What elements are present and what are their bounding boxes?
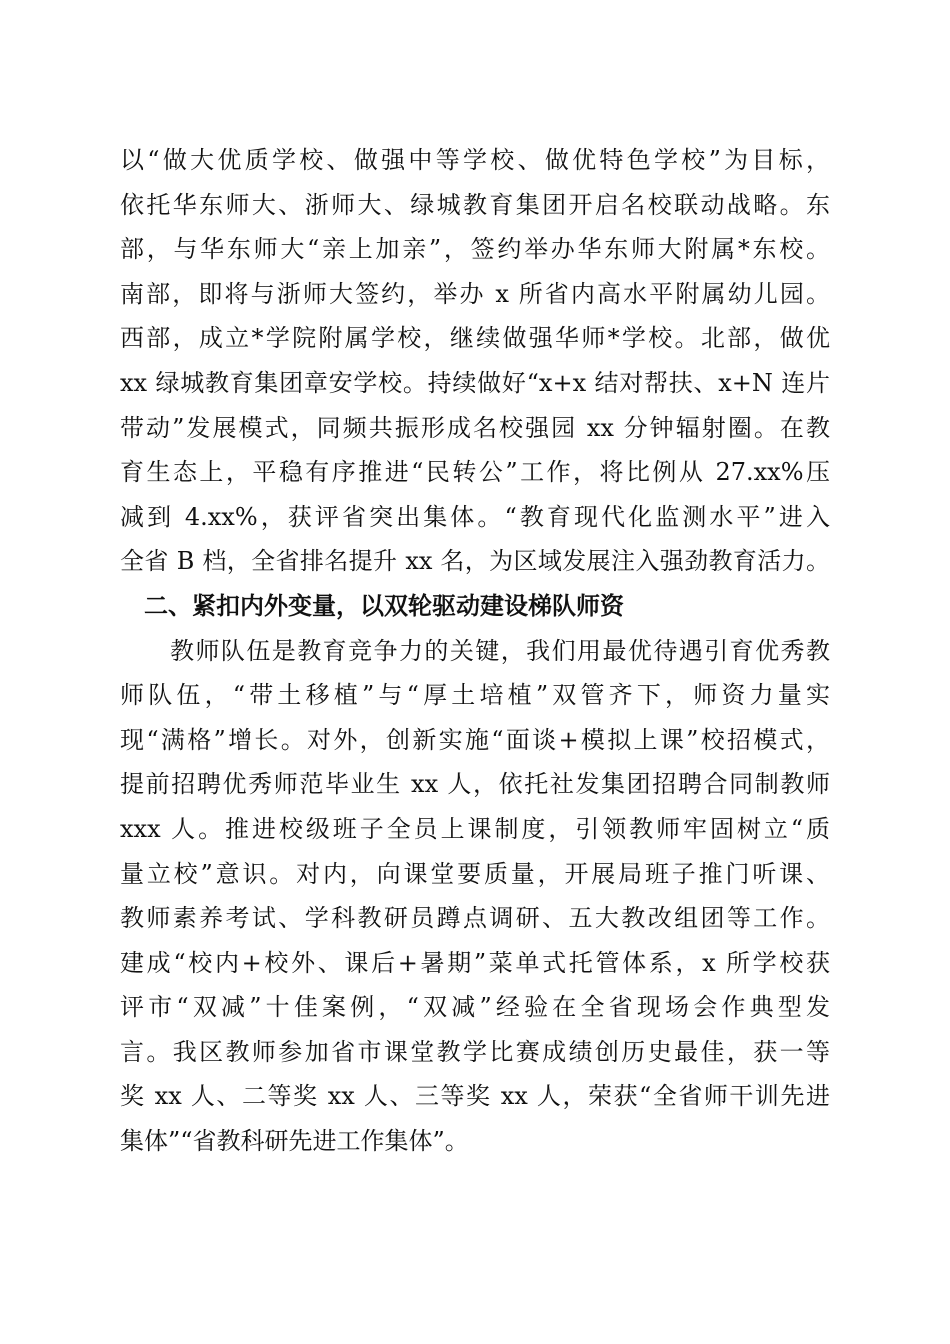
- text-line: xx 绿城教育集团章安学校。持续做好“x+x 结对帮扶、x+N 连片: [120, 368, 830, 397]
- text-line: 提前招聘优秀师范毕业生 xx 人，依托社发集团招聘合同制教师: [120, 770, 830, 799]
- text-line: 南部，即将与浙师大签约，举办 x 所省内高水平附属幼儿园。: [120, 279, 830, 308]
- section-heading: 二、紧扣内外变量，以双轮驱动建设梯队师资: [144, 591, 624, 620]
- paragraph-1: [120, 138, 830, 584]
- text-line: 师队伍，“带土移植”与“厚土培植”双管齐下，师资力量实: [120, 681, 830, 710]
- text-line: xxx 人。推进校级班子全员上课制度，引领教师牢固树立“质: [120, 814, 830, 843]
- text-line: 量立校”意识。对内，向课堂要质量，开展局班子推门听课、: [120, 859, 830, 888]
- text-line: 西部，成立*学院附属学校，继续做强华师*学校。北部，做优: [120, 324, 830, 353]
- document-page: [120, 138, 830, 1164]
- text-line: 现“满格”增长。对外，创新实施“面谈+模拟上课”校招模式，: [120, 725, 830, 754]
- text-line: 部，与华东师大“亲上加亲”，签约举办华东师大附属*东校。: [120, 235, 830, 264]
- text-line: 教师队伍是教育竞争力的关键，我们用最优待遇引育优秀教: [170, 636, 830, 665]
- text-line: 言。我区教师参加省市课堂教学比赛成绩创历史最佳，获一等: [120, 1037, 830, 1066]
- text-line: 评市“双减”十佳案例，“双减”经验在全省现场会作典型发: [120, 993, 830, 1022]
- text-line: 以“做大优质学校、做强中等学校、做优特色学校”为目标，: [120, 146, 830, 174]
- text-line: 减到 4.xx%，获评省突出集体。“教育现代化监测水平”进入: [120, 502, 830, 531]
- text-line: 带动”发展模式，同频共振形成名校强园 xx 分钟辐射圈。在教: [120, 413, 830, 442]
- text-line: 育生态上，平稳有序推进“民转公”工作，将比例从 27.xx%压: [120, 458, 830, 487]
- paragraph-2: [120, 629, 830, 1164]
- text-line: 教师素养考试、学科教研员蹲点调研、五大教改组团等工作。: [120, 904, 830, 933]
- text-line: 全省 B 档，全省排名提升 xx 名，为区域发展注入强劲教育活力。: [120, 547, 830, 576]
- text-line: 依托华东师大、浙师大、绿城教育集团开启名校联动战略。东: [120, 190, 830, 219]
- text-line: 建成“校内+校外、课后+暑期”菜单式托管体系，x 所学校获: [120, 948, 830, 977]
- text-line: 奖 xx 人、二等奖 xx 人、三等奖 xx 人，荣获“全省师干训先进: [120, 1082, 830, 1111]
- text-line: 集体”“省教科研先进工作集体”。: [120, 1127, 469, 1156]
